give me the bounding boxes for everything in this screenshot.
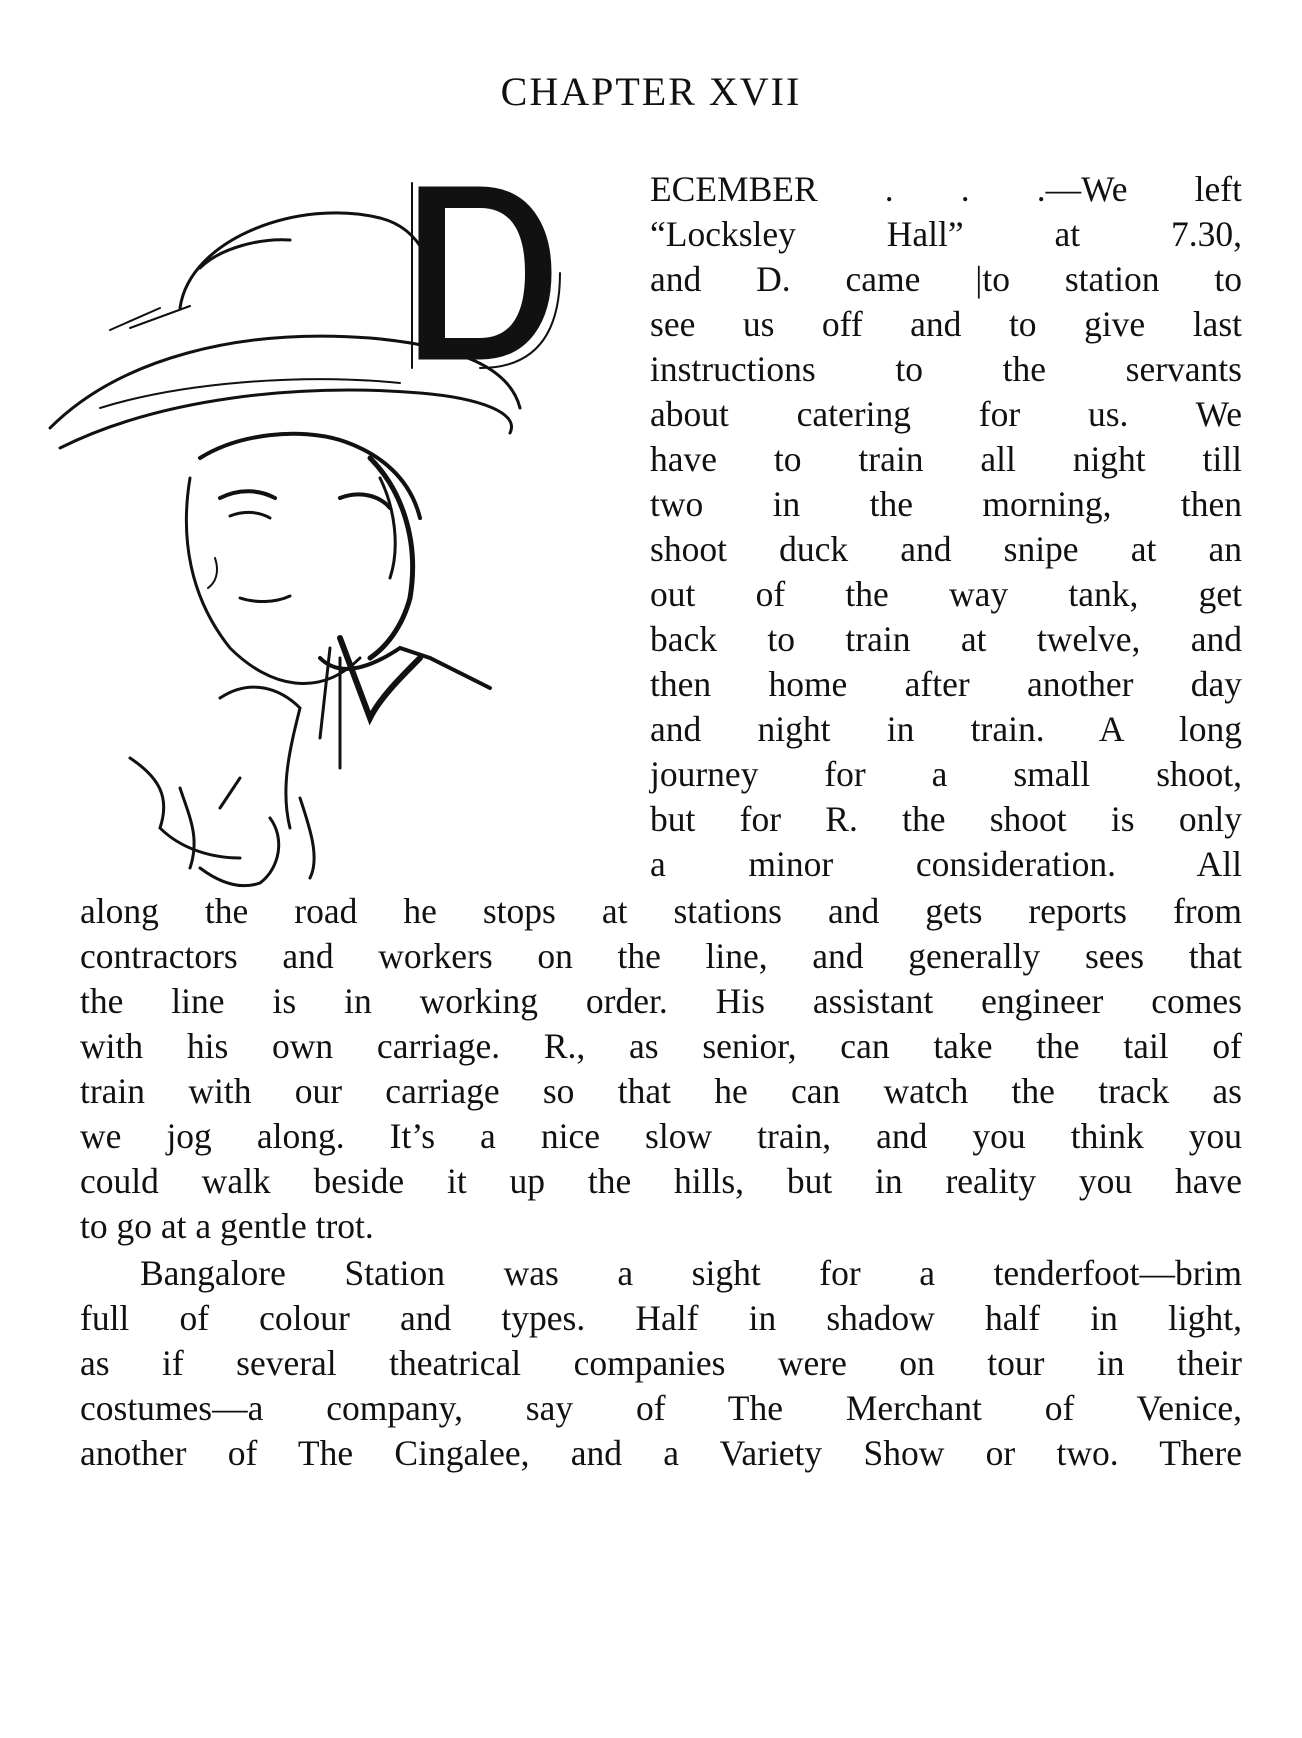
drop-cap-letter-d (412, 183, 560, 368)
drop-cap-illustration (40, 178, 640, 998)
chapter-title: CHAPTER XVII (500, 69, 802, 114)
text-line: Bangalore Station was a sight for a tenderfoot—brim (140, 1253, 1242, 1293)
text-line: about catering for us. We (650, 394, 1242, 434)
text-line: full of colour and types. Half in shadow half in light, (80, 1298, 1242, 1338)
text-line: we jog along. It’s a nice slow train, and you think you (80, 1116, 1242, 1156)
text-line: to go at a gentle trot. (80, 1206, 374, 1246)
text-line: contractors and workers on the line, and generally sees that (80, 936, 1242, 976)
text-line: then home after another day (650, 664, 1242, 704)
text-line: “Locksley Hall” at 7.30, (650, 214, 1242, 254)
text-line: two in the morning, then (650, 484, 1242, 524)
text-line: costumes—a company, say of The Merchant of Venice, (80, 1388, 1242, 1428)
text-line: and night in train. A long (650, 709, 1242, 749)
text-line: could walk beside it up the hills, but in reality you have (80, 1161, 1242, 1201)
text-line: as if several theatrical companies were on tour in their (80, 1343, 1242, 1383)
text-line: along the road he stops at stations and gets reports from (80, 891, 1242, 931)
text-line: the line is in working order. His assistant engineer comes (80, 981, 1242, 1021)
text-line: train with our carriage so that he can watch the track as (80, 1071, 1242, 1111)
text-line: instructions to the servants (650, 349, 1242, 389)
text-line: shoot duck and snipe at an (650, 529, 1242, 569)
text-line: have to train all night till (650, 439, 1242, 479)
text-line: back to train at twelve, and (650, 619, 1242, 659)
text-line: out of the way tank, get (650, 574, 1242, 614)
text-line: journey for a small shoot, (650, 754, 1242, 794)
text-line: and D. came |to station to (650, 259, 1242, 299)
text-line: another of The Cingalee, and a Variety Show or two. There (80, 1433, 1242, 1473)
text-line: a minor consideration. All (650, 844, 1242, 884)
text-line: with his own carriage. R., as senior, can take the tail of (80, 1026, 1242, 1066)
text-line: but for R. the shoot is only (650, 799, 1242, 839)
text-line: see us off and to give last (650, 304, 1242, 344)
text-line: ECEMBER . . .—We left (650, 169, 1242, 209)
